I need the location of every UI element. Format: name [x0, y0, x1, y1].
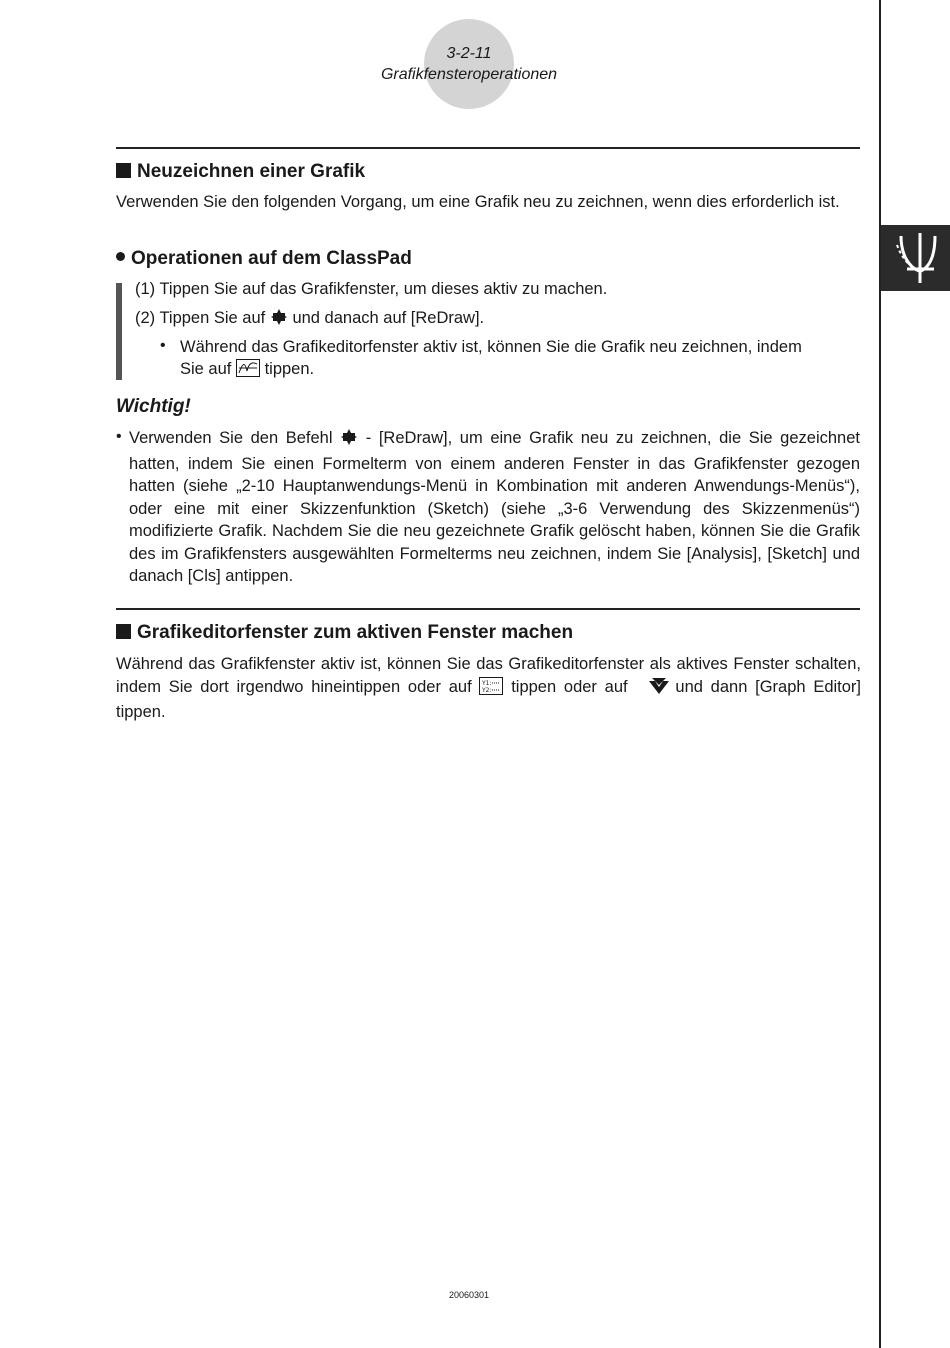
chapter-title: Grafikfensteroperationen — [380, 66, 558, 83]
section-paragraph — [116, 653, 861, 724]
page-number: 3-2-11 — [446, 45, 492, 62]
step-1: (1) Tippen Sie auf das Grafikfenster, um dieses aktiv zu machen. — [135, 280, 608, 298]
important-text-rest: - [ReDraw], um eine Grafik neu zu zeichnen, die Sie gezeichnet hatten, indem Sie einen Formelterm von einem anderen Fenster in das Grafikfenster gezogen hatten (siehe „2-10 Hauptanwendungs-Menü in Kombination mit anderen Anwendungs-Menüs“), oder eine mit einer Skizzenfunktion (Sketch) (siehe „3-6 Verwendung des Skizzenmenüs“) modifizierte Grafik. Nachdem Sie die neu gezeichnete Grafik gelöscht haben, können Sie die Grafik des im Grafikfensters ausgewählten Formelterms neu zeichnen, indem Sie [Analysis], [Sketch] und danach [Cls] antippen. — [129, 429, 860, 585]
step-2 — [135, 307, 484, 332]
page-margin-rule — [879, 0, 881, 1348]
redraw-icon — [236, 359, 260, 383]
note-line-1: Während das Grafikeditorfenster aktiv ist, können Sie die Grafik neu zeichnen, indem — [180, 338, 802, 356]
svg-text:Y2:: Y2: — [482, 686, 492, 694]
important-text: Verwenden Sie den Befehl — [129, 429, 333, 447]
step-2-text: (2) Tippen Sie auf — [135, 309, 266, 327]
graph-editor-icon — [479, 677, 503, 702]
note-text-end: tippen. — [264, 360, 315, 378]
square-bullet-icon — [116, 624, 131, 639]
chapter-tab — [881, 225, 950, 291]
graph-app-icon — [881, 225, 950, 291]
footer-code: 20060301 — [448, 1290, 490, 1300]
section-text-end: und dann [Graph Editor] tippen. — [116, 677, 862, 721]
subheading — [116, 248, 412, 270]
section-heading-text: Grafikeditorfenster zum aktiven Fenster machen — [137, 622, 574, 643]
procedure-bar — [116, 283, 122, 380]
classpad-menu-icon — [340, 428, 358, 453]
note-line-2 — [180, 358, 314, 383]
section-heading — [116, 161, 365, 183]
section-heading — [116, 622, 573, 644]
header-badge — [424, 19, 514, 109]
section-divider — [116, 147, 860, 149]
step-2-text-end: und danach auf [ReDraw]. — [292, 309, 485, 327]
window-switch-icon — [635, 677, 675, 702]
svg-text:Y1:: Y1: — [482, 679, 492, 687]
section-heading-text: Neuzeichnen einer Grafik — [137, 161, 366, 182]
subheading-text: Operationen auf dem ClassPad — [131, 248, 412, 269]
section-text: Während das Grafikfenster aktiv ist, können Sie das Grafikeditorfenster als aktives Fenster schalten, indem Sie dort irgendwo hineintippen oder auf — [116, 655, 861, 696]
section-divider — [116, 608, 860, 610]
section-text-mid: tippen oder auf — [511, 677, 628, 696]
note-text: Sie auf — [180, 360, 232, 378]
important-paragraph — [129, 427, 860, 588]
important-label: Wichtig! — [116, 396, 191, 417]
classpad-menu-icon — [270, 308, 288, 332]
square-bullet-icon — [116, 163, 131, 178]
note-bullet: • — [160, 337, 166, 354]
round-bullet-icon — [116, 252, 125, 261]
section-intro: Verwenden Sie den folgenden Vorgang, um eine Grafik neu zu zeichnen, wenn dies erforderlich ist. — [116, 193, 840, 211]
important-bullet: • — [116, 428, 122, 445]
